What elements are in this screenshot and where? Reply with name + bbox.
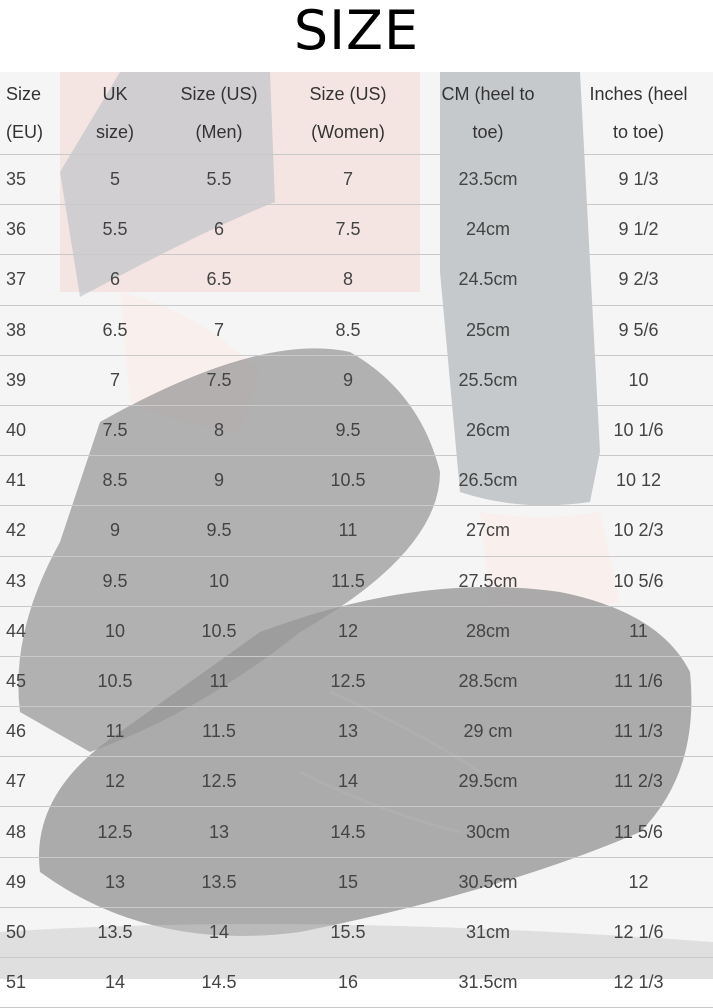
cell-size-eu: 40 bbox=[0, 405, 76, 455]
size-table bbox=[0, 72, 713, 1008]
cell-cm: 31.5cm bbox=[412, 958, 564, 1008]
header-inches-line: to toe) bbox=[612, 122, 665, 142]
cell-size-eu: 35 bbox=[0, 155, 76, 205]
header-size-us-men-line: (Men) bbox=[195, 122, 243, 142]
header-cm-line: CM (heel to bbox=[441, 84, 535, 104]
cell-size-us-men: 14.5 bbox=[154, 958, 284, 1008]
cell-inches: 9 5/6 bbox=[564, 305, 713, 355]
cell-inches: 10 12 bbox=[564, 456, 713, 506]
cell-uk-size: 7 bbox=[76, 355, 154, 405]
cell-size-us-men: 7.5 bbox=[154, 355, 284, 405]
cell-inches: 11 5/6 bbox=[564, 807, 713, 857]
cell-size-us-men: 10.5 bbox=[154, 606, 284, 656]
cell-cm: 24.5cm bbox=[412, 255, 564, 305]
cell-uk-size: 14 bbox=[76, 958, 154, 1008]
cell-uk-size: 9.5 bbox=[76, 556, 154, 606]
cell-inches: 10 1/6 bbox=[564, 405, 713, 455]
table-row bbox=[0, 355, 713, 405]
cell-size-eu: 37 bbox=[0, 255, 76, 305]
cell-inches: 12 1/6 bbox=[564, 907, 713, 957]
cell-size-us-women: 16 bbox=[284, 958, 412, 1008]
cell-uk-size: 13 bbox=[76, 857, 154, 907]
cell-size-eu: 43 bbox=[0, 556, 76, 606]
table-header-row bbox=[0, 72, 713, 155]
header-uk-size bbox=[76, 72, 154, 155]
header-cm-line: toe) bbox=[472, 122, 504, 142]
cell-cm: 27.5cm bbox=[412, 556, 564, 606]
cell-size-us-women: 12 bbox=[284, 606, 412, 656]
header-size-us-women bbox=[284, 72, 412, 155]
cell-cm: 27cm bbox=[412, 506, 564, 556]
cell-inches: 9 1/2 bbox=[564, 205, 713, 255]
cell-size-us-men: 9.5 bbox=[154, 506, 284, 556]
cell-inches: 11 1/6 bbox=[564, 656, 713, 706]
cell-uk-size: 7.5 bbox=[76, 405, 154, 455]
cell-size-eu: 48 bbox=[0, 807, 76, 857]
cell-size-us-men: 8 bbox=[154, 405, 284, 455]
cell-size-eu: 45 bbox=[0, 656, 76, 706]
cell-uk-size: 8.5 bbox=[76, 456, 154, 506]
cell-size-us-women: 8.5 bbox=[284, 305, 412, 355]
cell-size-us-men: 10 bbox=[154, 556, 284, 606]
cell-uk-size: 10 bbox=[76, 606, 154, 656]
cell-uk-size: 5 bbox=[76, 155, 154, 205]
cell-size-us-men: 11.5 bbox=[154, 707, 284, 757]
cell-inches: 11 bbox=[564, 606, 713, 656]
table-row bbox=[0, 707, 713, 757]
cell-size-us-men: 7 bbox=[154, 305, 284, 355]
header-inches bbox=[564, 72, 713, 155]
table-row bbox=[0, 907, 713, 957]
cell-inches: 10 5/6 bbox=[564, 556, 713, 606]
table-row bbox=[0, 506, 713, 556]
table-row bbox=[0, 958, 713, 1008]
table-row bbox=[0, 255, 713, 305]
cell-inches: 9 1/3 bbox=[564, 155, 713, 205]
cell-inches: 11 1/3 bbox=[564, 707, 713, 757]
cell-size-us-women: 12.5 bbox=[284, 656, 412, 706]
cell-size-eu: 47 bbox=[0, 757, 76, 807]
cell-size-eu: 38 bbox=[0, 305, 76, 355]
cell-uk-size: 12.5 bbox=[76, 807, 154, 857]
table-row bbox=[0, 857, 713, 907]
cell-size-us-men: 5.5 bbox=[154, 155, 284, 205]
table-row bbox=[0, 155, 713, 205]
cell-size-us-men: 11 bbox=[154, 656, 284, 706]
cell-cm: 28cm bbox=[412, 606, 564, 656]
cell-cm: 30.5cm bbox=[412, 857, 564, 907]
cell-inches: 9 2/3 bbox=[564, 255, 713, 305]
table-row bbox=[0, 757, 713, 807]
cell-size-eu: 49 bbox=[0, 857, 76, 907]
cell-size-eu: 36 bbox=[0, 205, 76, 255]
cell-cm: 25cm bbox=[412, 305, 564, 355]
cell-inches: 12 bbox=[564, 857, 713, 907]
cell-cm: 30cm bbox=[412, 807, 564, 857]
cell-inches: 11 2/3 bbox=[564, 757, 713, 807]
cell-uk-size: 5.5 bbox=[76, 205, 154, 255]
cell-size-eu: 44 bbox=[0, 606, 76, 656]
cell-uk-size: 13.5 bbox=[76, 907, 154, 957]
table-row bbox=[0, 305, 713, 355]
cell-size-us-women: 7 bbox=[284, 155, 412, 205]
cell-size-eu: 46 bbox=[0, 707, 76, 757]
header-size-us-men-line: Size (US) bbox=[180, 84, 258, 104]
table-row bbox=[0, 807, 713, 857]
cell-size-us-women: 14.5 bbox=[284, 807, 412, 857]
cell-size-us-women: 8 bbox=[284, 255, 412, 305]
cell-size-us-men: 13.5 bbox=[154, 857, 284, 907]
header-uk-size-line: size) bbox=[95, 122, 134, 142]
header-size-eu-line: Size bbox=[6, 84, 42, 104]
header-inches-line: Inches (heel bbox=[589, 84, 688, 104]
cell-uk-size: 10.5 bbox=[76, 656, 154, 706]
cell-size-us-women: 11 bbox=[284, 506, 412, 556]
cell-cm: 31cm bbox=[412, 907, 564, 957]
cell-size-us-men: 13 bbox=[154, 807, 284, 857]
cell-cm: 26cm bbox=[412, 405, 564, 455]
cell-uk-size: 6 bbox=[76, 255, 154, 305]
header-size-eu bbox=[0, 72, 76, 155]
cell-cm: 25.5cm bbox=[412, 355, 564, 405]
cell-size-us-men: 6 bbox=[154, 205, 284, 255]
table-row bbox=[0, 405, 713, 455]
cell-size-us-women: 11.5 bbox=[284, 556, 412, 606]
cell-size-us-men: 9 bbox=[154, 456, 284, 506]
cell-size-eu: 39 bbox=[0, 355, 76, 405]
header-cm bbox=[412, 72, 564, 155]
table-row bbox=[0, 656, 713, 706]
cell-size-eu: 42 bbox=[0, 506, 76, 556]
cell-inches: 12 1/3 bbox=[564, 958, 713, 1008]
cell-cm: 26.5cm bbox=[412, 456, 564, 506]
cell-uk-size: 12 bbox=[76, 757, 154, 807]
cell-uk-size: 11 bbox=[76, 707, 154, 757]
table-row bbox=[0, 205, 713, 255]
cell-size-eu: 41 bbox=[0, 456, 76, 506]
cell-size-us-men: 14 bbox=[154, 907, 284, 957]
cell-inches: 10 bbox=[564, 355, 713, 405]
table-row bbox=[0, 456, 713, 506]
header-size-us-men bbox=[154, 72, 284, 155]
cell-size-us-women: 9 bbox=[284, 355, 412, 405]
header-size-eu-line: (EU) bbox=[6, 122, 43, 142]
cell-size-us-women: 9.5 bbox=[284, 405, 412, 455]
cell-size-us-men: 6.5 bbox=[154, 255, 284, 305]
cell-size-us-women: 10.5 bbox=[284, 456, 412, 506]
cell-size-eu: 51 bbox=[0, 958, 76, 1008]
header-size-us-women-line: Size (US) bbox=[309, 84, 387, 104]
cell-size-us-women: 15.5 bbox=[284, 907, 412, 957]
cell-size-us-women: 13 bbox=[284, 707, 412, 757]
header-uk-size-line: UK bbox=[102, 84, 128, 104]
table-body bbox=[0, 155, 713, 1008]
table-row bbox=[0, 556, 713, 606]
cell-cm: 28.5cm bbox=[412, 656, 564, 706]
cell-cm: 29.5cm bbox=[412, 757, 564, 807]
table-row bbox=[0, 606, 713, 656]
page-title: SIZE bbox=[293, 0, 420, 62]
cell-size-us-women: 14 bbox=[284, 757, 412, 807]
cell-size-us-men: 12.5 bbox=[154, 757, 284, 807]
cell-size-eu: 50 bbox=[0, 907, 76, 957]
cell-size-us-women: 7.5 bbox=[284, 205, 412, 255]
cell-size-us-women: 15 bbox=[284, 857, 412, 907]
cell-uk-size: 6.5 bbox=[76, 305, 154, 355]
header-size-us-women-line: (Women) bbox=[311, 122, 385, 142]
cell-inches: 10 2/3 bbox=[564, 506, 713, 556]
cell-uk-size: 9 bbox=[76, 506, 154, 556]
cell-cm: 23.5cm bbox=[412, 155, 564, 205]
cell-cm: 29 cm bbox=[412, 707, 564, 757]
size-chart bbox=[0, 72, 713, 993]
cell-cm: 24cm bbox=[412, 205, 564, 255]
